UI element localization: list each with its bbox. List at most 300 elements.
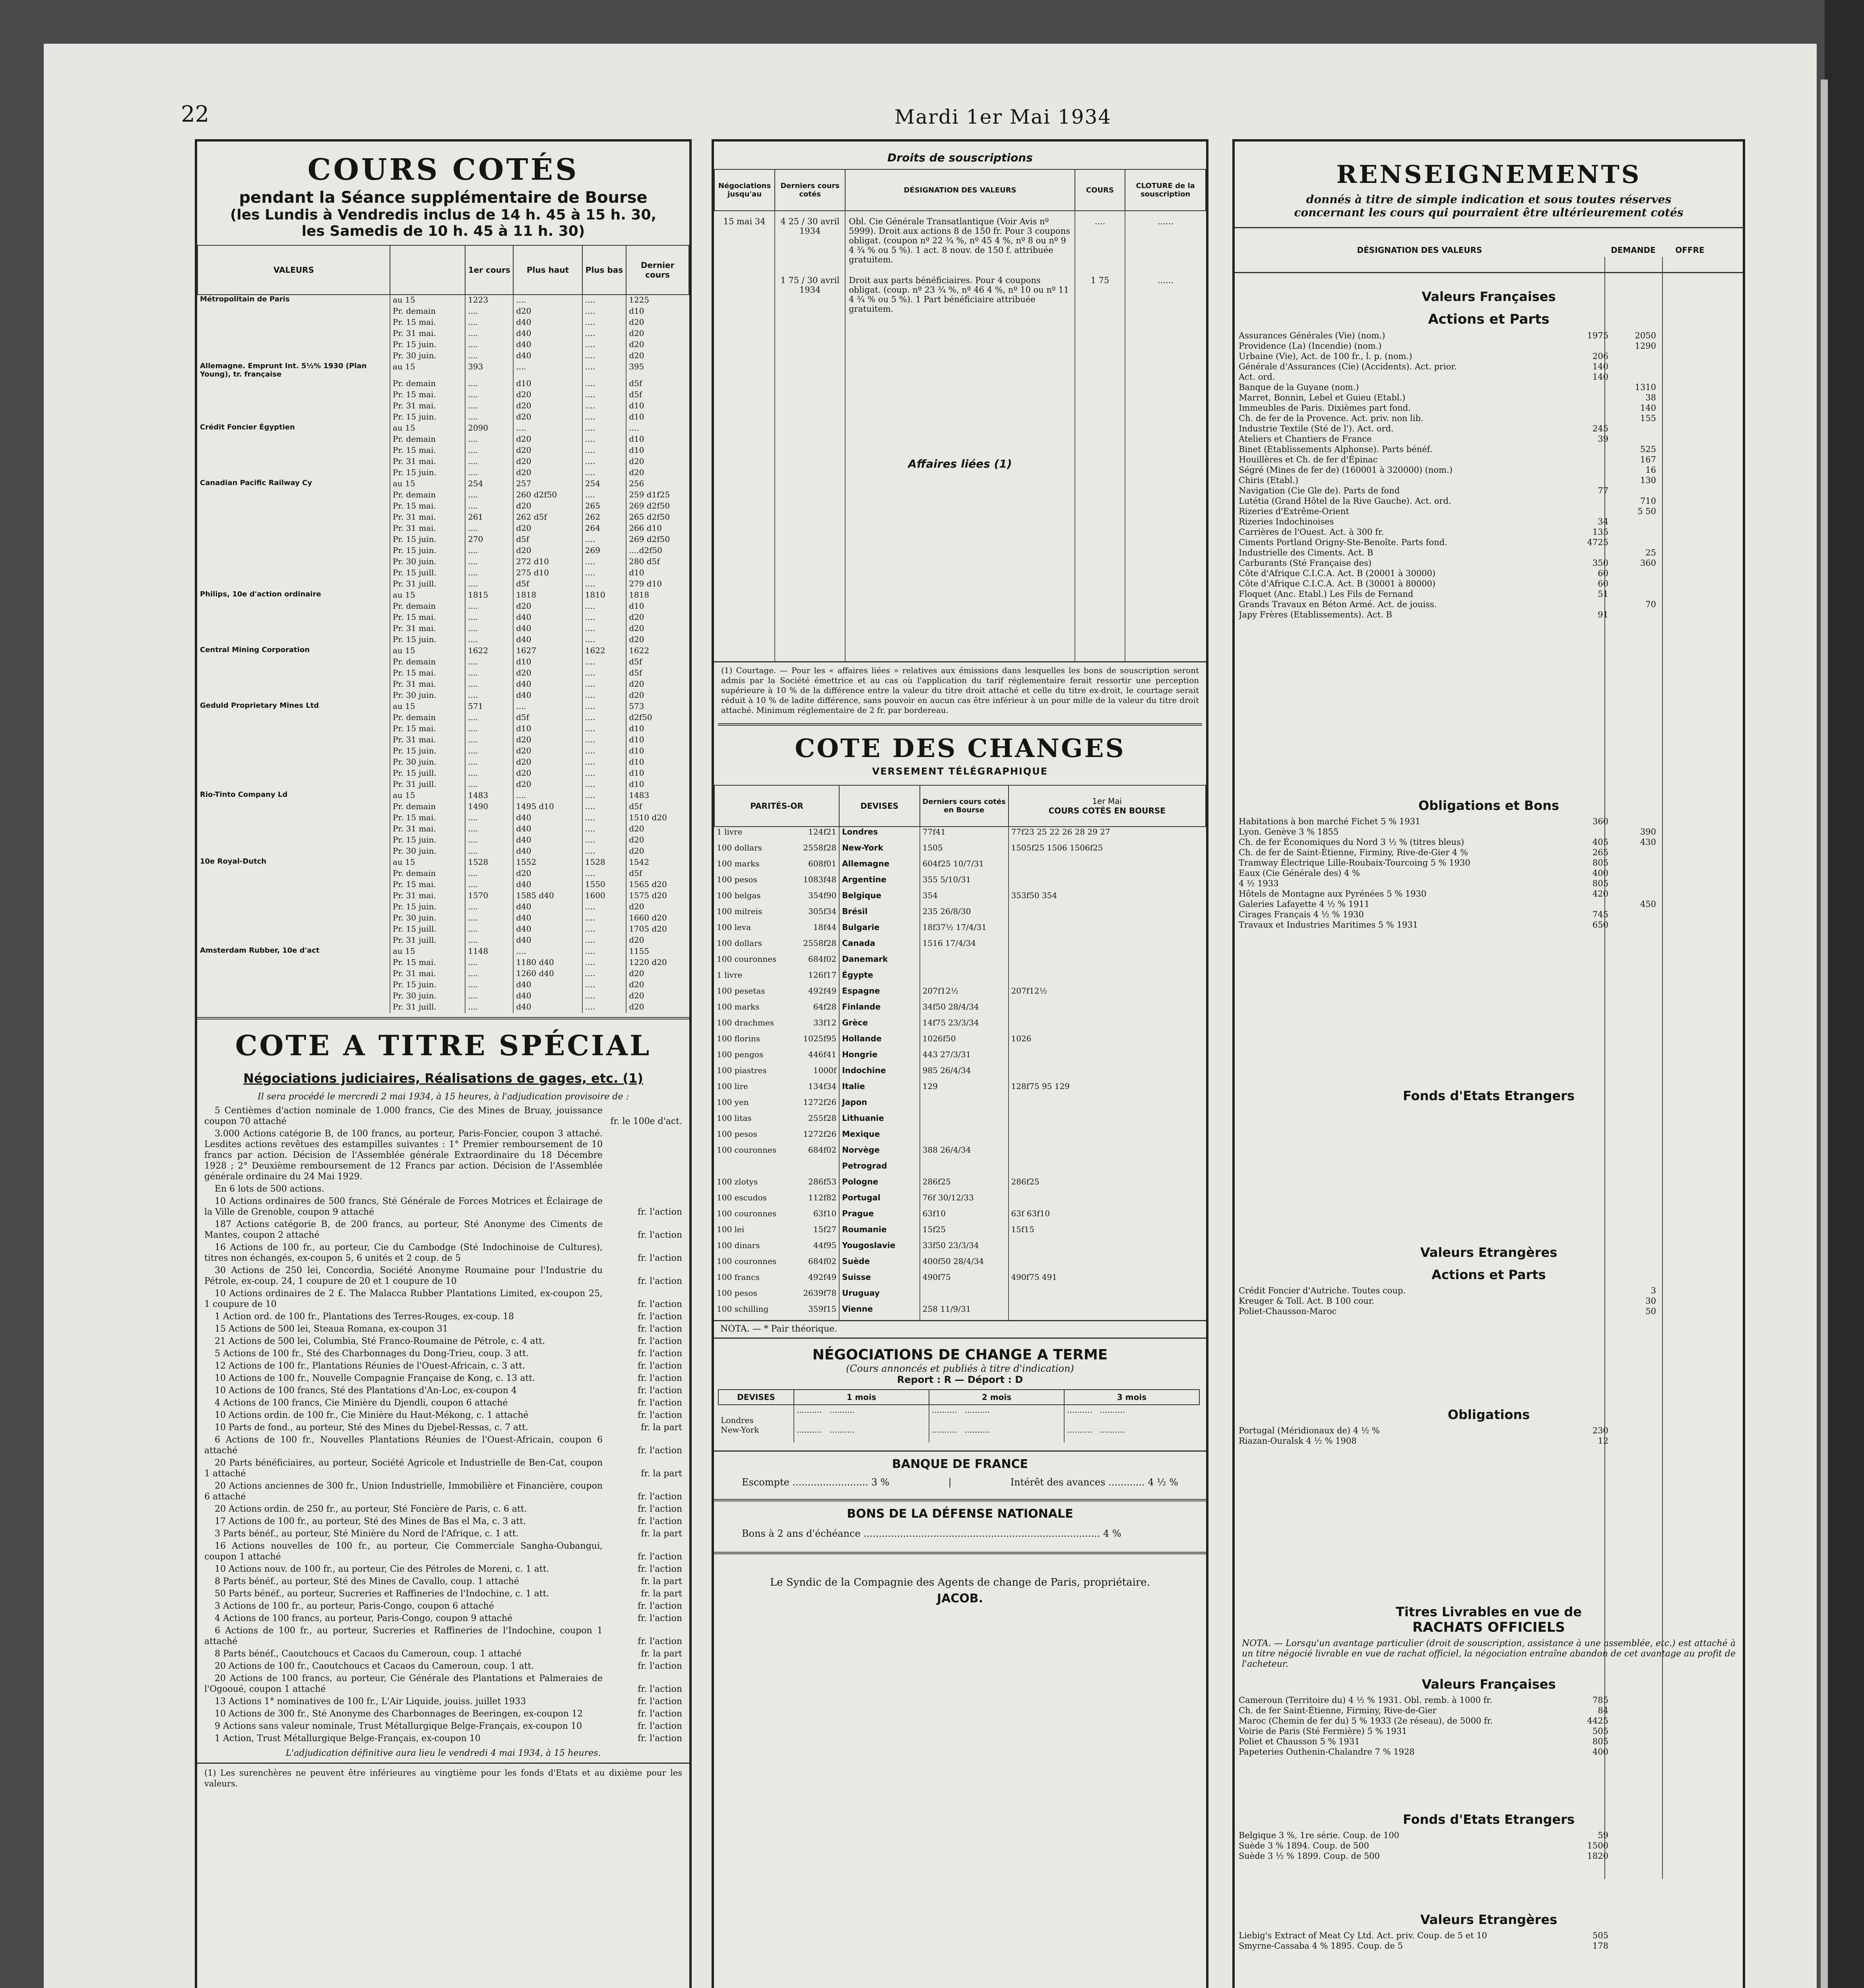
valeur-name	[198, 412, 390, 423]
cours-cell: 269 d2f50	[626, 501, 689, 512]
lot-description: 3.000 Actions catégorie B, de 100 francs, au porteur, Paris-Foncier, coupon 3 attaché. Lesdites actions revêtues des estampilles suivantes : 1° Premier remboursement de 10 francs par action. Décision de l'Assemblée générale Extraordinaire du 18 Décembre 1928 ; 2° Deuxième remboursement de 12 Francs par action. Décision de l'Assemblée générale ordinaire du 24 Mai 1929.	[204, 1129, 603, 1182]
cours-cell: ....	[465, 779, 513, 790]
parite-unit: 100 dollars	[717, 843, 762, 852]
cours-cell: d40	[513, 635, 582, 646]
cours-cotes-row	[198, 423, 689, 434]
valeur-name: Urbaine (Vie), Act. de 100 fr., l. p. (nom.)	[1239, 351, 1412, 361]
change-cell	[920, 954, 1009, 970]
change-cell: 76f 30/12/33	[920, 1193, 1009, 1209]
cours-cell: d10	[626, 601, 689, 612]
change-cell: 353f50 354	[1009, 891, 1206, 907]
cours-cell: Pr. 15 juin.	[390, 746, 465, 757]
lot-unit: fr. l'action	[637, 1230, 682, 1240]
terme-devise: Londres	[721, 1415, 754, 1425]
list-item	[1239, 837, 1739, 847]
parite-unit: 100 marks	[717, 859, 760, 868]
offre-value	[1608, 920, 1656, 930]
valeur-name: Crédit Foncier d'Autriche. Toutes coup.	[1239, 1286, 1406, 1295]
parite-cell	[714, 1050, 839, 1066]
parite-unit: 100 francs	[717, 1272, 760, 1282]
cours-cell: 1220 d20	[626, 957, 689, 969]
list-item	[1239, 382, 1739, 392]
valeur-name: Belgique 3 %, 1re série. Coup. de 100	[1239, 1831, 1400, 1840]
demande-value: 745	[1592, 910, 1608, 919]
parite-value: 1025f95	[803, 1034, 837, 1043]
offre-value: 5 50	[1637, 507, 1656, 516]
terme-title: NÉGOCIATIONS DE CHANGE A TERME	[812, 1346, 1108, 1363]
valeur-name: Crédit Foncier Égyptien	[200, 423, 295, 431]
change-row	[714, 843, 1206, 859]
demande-value: 206	[1592, 351, 1608, 361]
parite-value: 15f27	[813, 1225, 837, 1234]
valeur-name	[198, 623, 390, 635]
devise-name: Mexique	[839, 1129, 920, 1145]
lot-unit: fr. l'action	[637, 1552, 682, 1562]
valeur-name: Ch. de fer de la Provence. Act. priv. non lib.	[1239, 414, 1424, 423]
droits-cell: ......	[1125, 211, 1206, 270]
cours-cell: ....	[465, 340, 513, 351]
lot-description: 20 Parts bénéficiaires, au porteur, Société Agricole et Industrielle de Ben-Cat, coupon 1 attaché	[204, 1458, 603, 1479]
list-item	[1239, 858, 1739, 868]
column-rule	[1662, 257, 1663, 1879]
valeur-name	[198, 456, 390, 468]
rachats-fe-list	[1235, 1830, 1743, 1861]
lot-description: 10 Actions ordinaires de 2 £. The Malacca Rubber Plantations Limited, ex-coupon 25, 1 coupure de 10	[204, 1289, 603, 1309]
cours-cell: ....	[465, 612, 513, 623]
cours-cell: 260 d2f50	[513, 490, 582, 501]
lot-unit: fr. l'action	[637, 1709, 682, 1719]
devise-name: Pologne	[839, 1177, 920, 1193]
offre-value	[1608, 1425, 1656, 1436]
cours-cell: ....	[465, 690, 513, 701]
valeur-name: Voirie de Paris (Sté Fermière) 5 % 1931	[1239, 1726, 1407, 1736]
cours-cotes-row	[198, 991, 689, 1002]
cours-cotes-row	[198, 362, 689, 379]
demande-value: 1820	[1587, 1851, 1608, 1861]
cours-cell: d20	[626, 824, 689, 835]
demande-value	[1565, 475, 1608, 485]
cours-cell: ....	[582, 969, 626, 980]
devise-name: Prague	[839, 1209, 920, 1225]
cours-cell: ....	[465, 401, 513, 412]
list-item	[1239, 1716, 1739, 1726]
offre-value: 360	[1640, 558, 1656, 568]
lot-description: 3 Actions de 100 fr., au porteur, Paris-Congo, coupon 6 attaché	[215, 1601, 494, 1611]
cours-cotes-table	[197, 245, 689, 1013]
lot-description: 10 Actions de 300 fr., Sté Anonyme des Charbonnages de Beeringen, ex-coupon 12	[215, 1709, 583, 1719]
valeur-name: Kreuger & Toll. Act. B 100 cour.	[1239, 1296, 1375, 1306]
cours-cell: ....	[582, 712, 626, 724]
valeur-name	[198, 902, 390, 913]
interet-label: Intérêt des avances	[1010, 1476, 1106, 1488]
cours-cell: 254	[465, 479, 513, 490]
valeur-name: Chiris (Etabl.)	[1239, 476, 1299, 485]
lot-unit: fr. l'action	[637, 1516, 682, 1526]
parite-value: 1272f26	[803, 1097, 837, 1107]
list-item	[1239, 558, 1739, 568]
cours-cell: d20	[626, 317, 689, 328]
valeur-name: Banque de la Guyane (nom.)	[1239, 382, 1359, 392]
droits-cell: ......	[1125, 270, 1206, 319]
renseignements-subtitle-1: donnés à titre de simple indication et sous toutes réserves	[1306, 193, 1672, 206]
cours-cell: 1483	[465, 790, 513, 802]
valeur-name	[198, 512, 390, 523]
lot-unit: fr. l'action	[637, 1398, 682, 1408]
cours-cotes-row	[198, 623, 689, 635]
cours-cell: d40	[513, 328, 582, 340]
cours-cell: d10	[626, 746, 689, 757]
obligations-list	[1235, 816, 1743, 930]
lot-item	[197, 1435, 689, 1456]
devise-name: Argentine	[839, 875, 920, 891]
interet-value: 4 ½ %	[1148, 1476, 1178, 1488]
cours-cotes-row	[198, 546, 689, 557]
parite-unit: 100 couronnes	[717, 1209, 777, 1218]
lot-unit: fr. l'action	[637, 1504, 682, 1514]
change-cell	[920, 1288, 1009, 1304]
lot-description: 10 Actions de 100 francs, Sté des Plantations d'An-Loc, ex-coupon 4	[215, 1386, 517, 1396]
cours-cell: 1483	[626, 790, 689, 802]
cours-cell: ....	[465, 969, 513, 980]
changes-cours-header: COURS COTÉS EN BOURSE	[1048, 806, 1166, 815]
cours-cotes-row	[198, 295, 689, 306]
cours-cell: 1148	[465, 946, 513, 957]
valeur-name: Ch. de fer Économiques du Nord 3 ½ % (titres bleus)	[1239, 837, 1464, 847]
devise-name: Vienne	[839, 1304, 920, 1320]
parite-value: 286f53	[808, 1177, 837, 1186]
lot-unit: fr. l'action	[637, 1386, 682, 1396]
cours-cell: ....	[465, 668, 513, 679]
col-header: 1 mois	[794, 1390, 929, 1405]
change-cell	[920, 1097, 1009, 1113]
lot-unit: fr. la part	[641, 1423, 682, 1433]
cours-cell: d20	[626, 468, 689, 479]
cours-cell: ....d2f50	[626, 546, 689, 557]
lot-description: 20 Actions de 100 francs, au porteur, Cie Générale des Plantations et Palmeraies de l'Ogooué, coupon 1 attaché	[204, 1673, 603, 1694]
cours-cotes-row	[198, 351, 689, 362]
col-header	[1009, 785, 1206, 827]
col-header: DÉSIGNATION DES VALEURS	[845, 169, 1075, 211]
parite-value: 63f10	[813, 1209, 837, 1218]
cours-cotes-row	[198, 490, 689, 501]
valeur-name	[198, 306, 390, 317]
cours-cell: ....	[582, 445, 626, 456]
cours-cell: ....	[582, 635, 626, 646]
change-row	[714, 1081, 1206, 1097]
change-cell	[1009, 1002, 1206, 1018]
parite-cell	[714, 1066, 839, 1081]
offre-value	[1608, 847, 1656, 858]
cours-cell: ....	[465, 679, 513, 690]
cours-cotes-hours-2: les Samedis de 10 h. 45 à 11 h. 30)	[301, 223, 585, 239]
valeur-name	[198, 746, 390, 757]
parite-unit: 1 livre	[717, 970, 743, 980]
list-item	[1239, 1425, 1739, 1436]
parite-value: 684f02	[808, 1145, 837, 1155]
cours-cotes-row	[198, 1002, 689, 1013]
offre-value	[1608, 889, 1656, 899]
cours-cell: ....	[582, 390, 626, 401]
list-item	[1239, 1851, 1739, 1861]
cours-cell: Pr. 15 juin.	[390, 835, 465, 846]
cours-cotes-row	[198, 668, 689, 679]
change-cell: 15f25	[920, 1225, 1009, 1241]
col-header: 1er cours	[465, 245, 513, 295]
cours-cell: Pr. demain	[390, 306, 465, 317]
demande-value: 360	[1592, 817, 1608, 826]
lot-unit: fr. la part	[641, 1469, 682, 1479]
valeur-name: Providence (La) (Incendie) (nom.)	[1239, 341, 1382, 351]
cours-cell: ....	[513, 362, 582, 379]
offre-value: 16	[1645, 465, 1656, 475]
cours-cell: ....	[582, 657, 626, 668]
parite-unit: 100 couronnes	[717, 954, 777, 964]
parite-cell	[714, 922, 839, 938]
parite-cell	[714, 1304, 839, 1320]
demande-value	[1565, 454, 1608, 465]
offre-value	[1608, 1716, 1656, 1726]
change-cell	[1009, 875, 1206, 891]
terme-table	[718, 1389, 1200, 1442]
change-row	[714, 1225, 1206, 1241]
cours-cell: 571	[465, 701, 513, 712]
parite-value: 1083f48	[803, 875, 837, 884]
lot-description: 3 Parts bénéf., au porteur, Sté Minière du Nord de l'Afrique, c. 1 att.	[215, 1529, 519, 1539]
demande-value: 4425	[1587, 1716, 1608, 1726]
droits-row	[714, 211, 1206, 270]
demande-value	[1565, 444, 1608, 454]
valeur-name	[198, 969, 390, 980]
terme-report: Report : R — Déport : D	[897, 1374, 1023, 1385]
cours-cell: ....	[582, 568, 626, 579]
parite-unit: 100 yen	[717, 1097, 749, 1107]
actions-list	[1235, 330, 1743, 620]
parite-unit: 100 zlotys	[717, 1177, 758, 1186]
valeur-name: Poliet et Chausson 5 % 1931	[1239, 1737, 1360, 1746]
cours-cell: ....	[582, 317, 626, 328]
change-row	[714, 1113, 1206, 1129]
cours-cotes-row	[198, 969, 689, 980]
cours-cell: d20	[626, 835, 689, 846]
change-cell: 1505	[920, 843, 1009, 859]
valeur-name	[198, 468, 390, 479]
cours-cell: ....	[465, 757, 513, 768]
cours-cell: d10	[626, 568, 689, 579]
valeur-name	[198, 846, 390, 857]
cours-cell: ....	[513, 946, 582, 957]
change-cell	[1009, 922, 1206, 938]
cours-cell: Pr. 15 mai.	[390, 390, 465, 401]
cours-cell: Pr. 15 juin.	[390, 902, 465, 913]
lot-item	[197, 1242, 689, 1264]
cours-cell: au 15	[390, 946, 465, 957]
change-cell: 1026	[1009, 1034, 1206, 1050]
lot-unit: fr. la part	[641, 1649, 682, 1659]
change-cell: 14f75 23/3/34	[920, 1018, 1009, 1034]
cours-cell: 270	[465, 534, 513, 546]
changes-note: NOTA. — * Pair théorique.	[720, 1324, 838, 1334]
demande-value: 1975	[1587, 331, 1608, 340]
lot-item	[197, 1128, 689, 1182]
cours-cotes-row	[198, 913, 689, 924]
cours-cell: Pr. 15 juill.	[390, 924, 465, 935]
cours-cell: Pr. demain	[390, 712, 465, 724]
lot-description: 20 Actions ordin. de 250 fr., au porteur, Sté Foncière de Paris, c. 6 att.	[215, 1504, 527, 1514]
offre-value	[1608, 516, 1656, 527]
lot-unit: fr. l'action	[637, 1684, 682, 1694]
cours-cell: Pr. 31 mai.	[390, 969, 465, 980]
valeur-name: Travaux et Industries Maritimes 5 % 1931	[1239, 920, 1418, 930]
parite-cell	[714, 1129, 839, 1145]
valeur-name: Houillères et Ch. de fer d'Épinac	[1239, 455, 1378, 464]
demande-value	[1565, 1296, 1608, 1306]
cours-cell: Pr. 15 mai.	[390, 879, 465, 891]
cours-cell: d20	[626, 328, 689, 340]
cours-cell: ....	[465, 412, 513, 423]
lot-item	[197, 1588, 689, 1599]
parite-value: 64f28	[813, 1002, 837, 1011]
parite-value: 359f15	[808, 1304, 837, 1314]
cours-cotes-row	[198, 746, 689, 757]
list-item	[1239, 599, 1739, 610]
lot-description: 17 Actions de 100 fr., au porteur, Sté des Mines de Bas el Ma, c. 3 att.	[215, 1516, 526, 1526]
divider	[714, 1450, 1206, 1452]
lot-item	[197, 1410, 689, 1421]
cours-cell: ....	[465, 434, 513, 445]
change-row	[714, 907, 1206, 922]
offre-value: 30	[1645, 1296, 1656, 1306]
change-cell	[1009, 1018, 1206, 1034]
list-item	[1239, 568, 1739, 579]
devise-name: Bulgarie	[839, 922, 920, 938]
col-header: PARITÉS-OR	[714, 785, 839, 827]
divider	[714, 1499, 1206, 1501]
col-header	[390, 245, 465, 295]
lot-description: 15 Actions de 500 lei, Steaua Romana, ex-coupon 31	[215, 1324, 448, 1334]
change-cell	[1009, 1113, 1206, 1129]
list-item	[1239, 547, 1739, 558]
cours-cell: d5f	[626, 390, 689, 401]
lot-unit: fr. l'action	[637, 1721, 682, 1731]
parite-value: 2639f78	[803, 1288, 837, 1298]
valeur-name	[198, 868, 390, 879]
cours-cell: au 15	[390, 479, 465, 490]
cours-cell: d20	[513, 434, 582, 445]
demande-value: 39	[1598, 434, 1608, 444]
list-item	[1239, 434, 1739, 444]
column-changes	[712, 139, 1208, 1988]
cours-cotes-row	[198, 390, 689, 401]
cours-cell: ....	[465, 635, 513, 646]
parite-cell	[714, 1145, 839, 1161]
parite-value: 124f21	[808, 827, 837, 837]
section-title: Actions et Parts	[1428, 311, 1550, 327]
parite-cell	[714, 827, 839, 843]
cours-cell: 275 d10	[513, 568, 582, 579]
cours-cell: ....	[582, 813, 626, 824]
change-cell	[920, 1113, 1009, 1129]
cours-cell: d5f	[626, 802, 689, 813]
demande-value: 60	[1598, 569, 1608, 578]
lot-unit: fr. l'action	[637, 1446, 682, 1456]
banque-title: BANQUE DE FRANCE	[892, 1457, 1028, 1471]
cours-cotes-row	[198, 957, 689, 969]
valeur-name	[198, 735, 390, 746]
cours-cell: ....	[582, 401, 626, 412]
page-number: 22	[181, 101, 209, 127]
terme-row: New-York .......... .......... .......... .......... .......... ..........	[718, 1425, 1199, 1442]
devise-name: Égypte	[839, 970, 920, 986]
cote-special-footnote: (1) Les surenchères ne peuvent être inférieures au vingtième pour les fonds d'Etats et au dixième pour les valeurs.	[204, 1768, 682, 1788]
change-cell: 258 11/9/31	[920, 1304, 1009, 1320]
list-item	[1239, 589, 1739, 599]
lot-unit: fr. l'action	[637, 1299, 682, 1309]
parite-cell	[714, 1288, 839, 1304]
lot-description: 8 Parts bénéf., Caoutchoucs et Cacaos du Cameroun, coup. 1 attaché	[215, 1649, 522, 1659]
lot-item	[197, 1105, 689, 1127]
cours-cell: d5f	[626, 668, 689, 679]
list-item	[1239, 1736, 1739, 1747]
cours-cell: ....	[465, 768, 513, 779]
change-cell: 490f75 491	[1009, 1272, 1206, 1288]
cours-cell: Pr. 30 juin.	[390, 991, 465, 1002]
list-item	[1239, 330, 1739, 341]
demande-value: 245	[1592, 424, 1608, 433]
cours-cell: d40	[513, 991, 582, 1002]
valeur-name: Tramway Électrique Lille-Roubaix-Tourcoing 5 % 1930	[1239, 858, 1470, 868]
cours-cotes-row	[198, 902, 689, 913]
cours-cell: ....	[465, 351, 513, 362]
section-title: Valeurs Etrangères	[1420, 1912, 1558, 1927]
change-cell: 490f75	[920, 1272, 1009, 1288]
change-cell: 33f50 23/3/34	[920, 1241, 1009, 1256]
demande-value: 91	[1598, 610, 1608, 619]
change-cell	[1009, 1145, 1206, 1161]
terme-header	[718, 1390, 1199, 1405]
parite-unit: 100 pengos	[717, 1050, 764, 1059]
change-cell	[1009, 1288, 1206, 1304]
offre-value	[1608, 589, 1656, 599]
offre-value: 1310	[1635, 382, 1656, 392]
lot-item	[197, 1576, 689, 1587]
demande-value: 59	[1598, 1831, 1608, 1840]
cours-cell: ....	[582, 623, 626, 635]
list-item	[1239, 1930, 1739, 1941]
valeur-name	[198, 879, 390, 891]
bons-value: 4 %	[1103, 1528, 1121, 1539]
list-item	[1239, 1941, 1739, 1951]
lot-unit: fr. la part	[641, 1589, 682, 1599]
devise-name: Belgique	[839, 891, 920, 907]
valeur-name	[198, 724, 390, 735]
cours-cell: ....	[582, 690, 626, 701]
col-header: DÉSIGNATION DES VALEURS	[1357, 245, 1482, 255]
droits-spacer	[714, 319, 1206, 470]
cours-cotes-row	[198, 646, 689, 657]
cours-cotes-row	[198, 412, 689, 423]
offre-value: 70	[1645, 600, 1656, 609]
parite-cell	[714, 954, 839, 970]
parite-value: 2558f28	[803, 938, 837, 948]
column-cours-cotes	[195, 139, 692, 1988]
cours-cell: ....	[582, 846, 626, 857]
change-cell: 604f25 10/7/31	[920, 859, 1009, 875]
lot-description: 21 Actions de 500 lei, Columbia, Sté Franco-Roumaine de Pétrole, c. 4 att.	[215, 1336, 545, 1346]
parite-unit: 100 pesetas	[717, 986, 765, 996]
actions-etrangeres-list	[1235, 1285, 1743, 1316]
change-row	[714, 859, 1206, 875]
change-cell	[1009, 1161, 1206, 1177]
